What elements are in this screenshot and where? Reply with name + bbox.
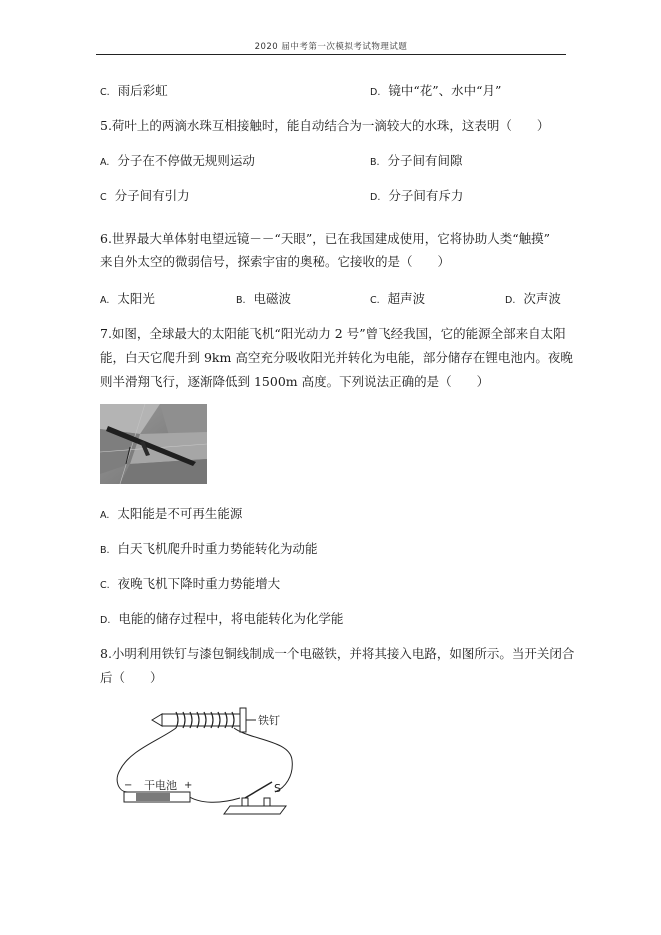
- electromagnet-circuit-figure: [100, 700, 310, 820]
- switch-lever-icon: [245, 782, 272, 798]
- q5-option-c: [100, 186, 190, 204]
- option-text: 电能的储存过程中，将电能转化为化学能: [118, 611, 344, 626]
- option-text: 分子间有间隙: [387, 153, 463, 168]
- q7-option-d: [100, 609, 343, 627]
- option-letter: B.: [236, 295, 246, 306]
- nail-label: 铁钉: [258, 714, 280, 727]
- option-text: 电磁波: [253, 291, 292, 306]
- solar-plane-image: [100, 404, 207, 484]
- option-text: 分子间有斥力: [388, 188, 464, 203]
- q6-option-c: [370, 289, 425, 307]
- solar-plane-photo: [100, 404, 207, 484]
- minus-sign: −: [124, 780, 133, 791]
- option-letter: B.: [100, 545, 110, 556]
- switch-label: S: [274, 782, 281, 795]
- option-letter: D.: [370, 192, 381, 203]
- option-letter: B.: [370, 157, 380, 168]
- page-header: 2020 届中考第一次模拟考试物理试题: [254, 42, 408, 52]
- option-text: 镜中“花”、水中“月”: [388, 83, 502, 98]
- switch-base-icon: [224, 806, 286, 814]
- option-letter: A.: [100, 295, 110, 306]
- option-letter: C.: [100, 580, 110, 591]
- option-text: 白天飞机爬升时重力势能转化为动能: [117, 541, 318, 556]
- option-text: 次声波: [523, 291, 561, 306]
- option-letter: D.: [505, 295, 516, 306]
- q8-stem-line-2: 后（ ）: [100, 670, 163, 685]
- option-letter: C.: [100, 87, 110, 98]
- option-text: 分子间有引力: [114, 188, 190, 203]
- q6-option-b: [236, 289, 291, 307]
- option-letter: A.: [100, 157, 110, 168]
- q7-option-a: [100, 504, 242, 522]
- q5-option-a: [100, 151, 255, 169]
- option-text: 分子在不停做无规则运动: [117, 153, 255, 168]
- q5-stem: 5.荷叶上的两滴水珠互相接触时，能自动结合为一滴较大的水珠，这表明（ ）: [100, 118, 550, 133]
- plus-sign: +: [184, 780, 193, 791]
- q7-option-c: [100, 574, 280, 592]
- option-letter: D.: [370, 87, 381, 98]
- q7-stem-line-3: 则半滑翔飞行，逐渐降低到 1500m 高度。下列说法正确的是（ ）: [100, 374, 490, 389]
- option-letter: A.: [100, 510, 110, 521]
- option-letter: C: [100, 192, 107, 203]
- q6-option-d: [505, 289, 561, 307]
- q5-option-b: [370, 151, 463, 169]
- q7-stem-line-1: 7.如图，全球最大的太阳能飞机“阳光动力 2 号”曾飞经我国，它的能源全部来自太阳: [100, 326, 566, 341]
- q6-stem-line-1: 6.世界最大单体射电望远镜－－“天眼”，已在我国建成使用，它将协助人类“触摸”: [100, 231, 550, 246]
- header-divider: [96, 54, 566, 55]
- q5-option-d: [370, 186, 463, 204]
- q7-stem-line-2: 能，白天它爬升到 9km 高空充分吸收阳光并转化为电能，部分储存在锂电池内。夜晚: [100, 350, 573, 365]
- option-letter: D.: [100, 615, 111, 626]
- option-text: 超声波: [387, 291, 426, 306]
- option-text: 雨后彩虹: [117, 83, 168, 98]
- option-text: 太阳能是不可再生能源: [117, 506, 243, 521]
- circuit-diagram: [100, 700, 310, 820]
- option-text: 夜晚飞机下降时重力势能增大: [117, 576, 281, 591]
- q4-option-d: [370, 81, 501, 99]
- battery-label: 干电池: [144, 779, 177, 792]
- q6-option-a: [100, 289, 155, 307]
- q4-option-c: [100, 81, 168, 99]
- q7-option-b: [100, 539, 318, 557]
- q8-stem-line-1: 8.小明利用铁钉与漆包铜线制成一个电磁铁，并将其接入电路，如图所示。当开关闭合: [100, 646, 575, 661]
- option-letter: C.: [370, 295, 380, 306]
- option-text: 太阳光: [117, 291, 155, 306]
- q6-stem-line-2: 来自外太空的微弱信号，探索宇宙的奥秘。它接收的是（ ）: [100, 254, 451, 269]
